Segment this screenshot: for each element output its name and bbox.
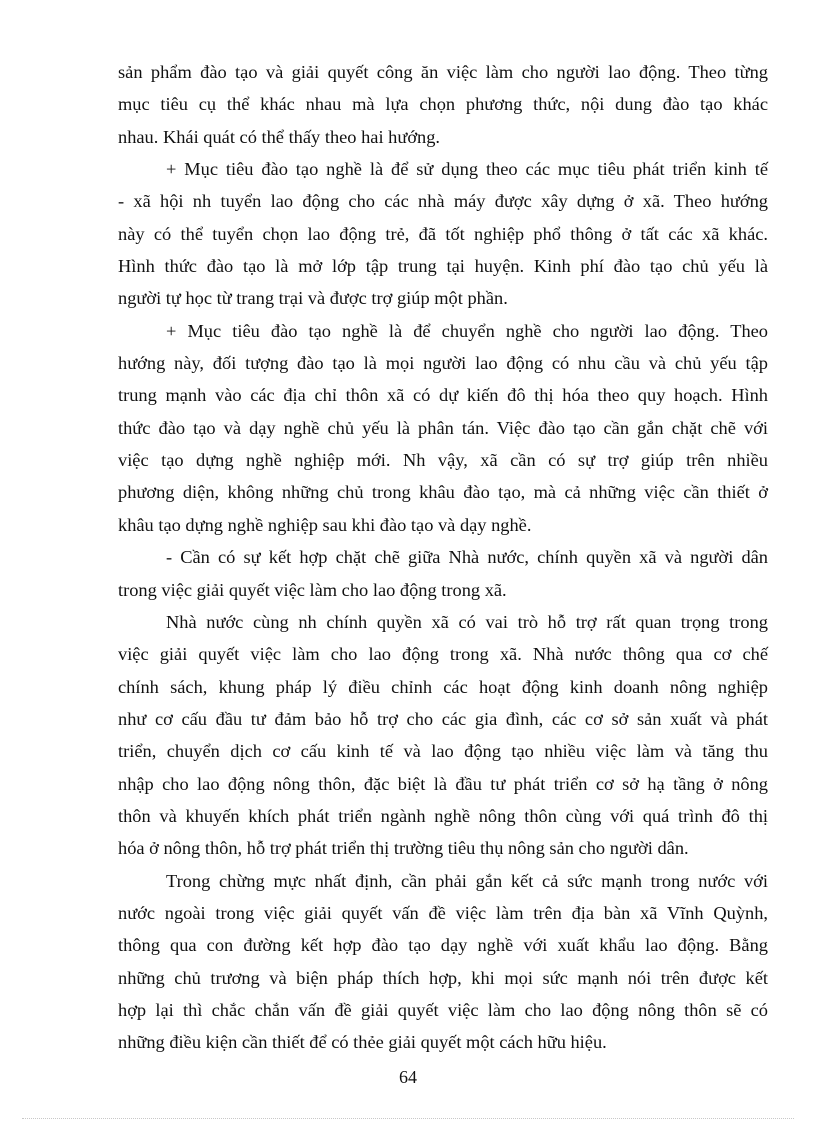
text-line: người tự học từ trang trại và được trợ giúp một phần. xyxy=(118,288,508,309)
text-line: Hình thức đào tạo là mở lớp tập trung tại huyện. Kinh phí đào tạo chủ yếu là xyxy=(118,256,768,277)
text-line: - Cần có sự kết hợp chặt chẽ giữa Nhà nước, chính quyền xã và người dân xyxy=(166,547,768,568)
text-line: sản phẩm đào tạo và giải quyết công ăn việc làm cho người lao động. Theo từng xyxy=(118,62,768,82)
text-line: khâu tạo dựng nghề nghiệp sau khi đào tạo và dạy nghề. xyxy=(118,514,532,535)
text-line: phương diện, không những chủ trong khâu đào tạo, mà cả những việc cần thiết ở xyxy=(118,482,768,503)
text-line: này có thể tuyển chọn lao động trẻ, đã tốt nghiệp phổ thông ở tất các xã khác. xyxy=(118,223,768,244)
text-line: trong việc giải quyết việc làm cho lao động trong xã. xyxy=(118,579,507,600)
text-line: như cơ cấu đầu tư đảm bảo hỗ trợ cho các gia đình, các cơ sở sản xuất và phát xyxy=(118,708,768,729)
text-line: nước ngoài trong việc giải quyết vấn đề việc làm trên địa bàn xã Vĩnh Quỳnh, xyxy=(118,902,768,923)
text-line: việc tạo dựng nghề nghiệp mới. Nh vậy, xã cần có sự trợ giúp trên nhiều xyxy=(118,450,768,471)
text-line: những điều kiện cần thiết để có thẻe giải quyết một cách hữu hiệu. xyxy=(118,1032,607,1053)
text-line: nhập cho lao động nông thôn, đặc biệt là đầu tư phát triển cơ sở hạ tầng ở nông xyxy=(118,773,768,794)
text-line: trung mạnh vào các địa chỉ thôn xã có dự kiến đô thị hóa theo quy hoạch. Hình xyxy=(118,385,768,406)
text-line: triển, chuyển dịch cơ cấu kinh tế và lao động tạo nhiều việc làm và tăng thu xyxy=(118,741,768,762)
text-line: chính sách, khung pháp lý điều chỉnh các hoạt động kinh doanh nông nghiệp xyxy=(118,676,768,697)
text-line: thôn và khuyến khích phát triển ngành nghề nông thôn cùng với quá trình đô thị xyxy=(118,805,768,826)
text-line: hướng này, đối tượng đào tạo là mọi người lao động có nhu cầu và chủ yếu tập xyxy=(118,353,768,374)
text-line: việc giải quyết việc làm cho lao động trong xã. Nhà nước thông qua cơ chế xyxy=(118,644,768,665)
text-line: thông qua con đường kết hợp đào tạo dạy nghề với xuất khẩu lao động. Bằng xyxy=(118,935,768,956)
body-text xyxy=(118,56,768,1059)
text-line: - xã hội nh tuyển lao động cho các nhà máy được xây dựng ở xã. Theo hướng xyxy=(118,191,768,212)
text-line: hợp lại thì chắc chắn vấn đề giải quyết việc làm cho lao động nông thôn sẽ có xyxy=(118,999,768,1020)
text-line: thức đào tạo và dạy nghề chủ yếu là phân tán. Việc đào tạo cần gắn chặt chẽ với xyxy=(118,417,768,438)
text-line: + Mục tiêu đào tạo nghề là để sử dụng theo các mục tiêu phát triển kinh tế xyxy=(166,159,768,180)
text-line: mục tiêu cụ thể khác nhau mà lựa chọn phương thức, nội dung đào tạo khác xyxy=(118,94,768,115)
text-line: những chủ trương và biện pháp thích hợp, khi mọi sức mạnh nói trên được kết xyxy=(118,967,768,988)
text-line: Trong chừng mực nhất định, cần phải gắn kết cả sức mạnh trong nước với xyxy=(166,870,768,891)
text-line: Nhà nước cùng nh chính quyền xã có vai trò hỗ trợ rất quan trọng trong xyxy=(166,611,768,632)
text-line: hóa ở nông thôn, hỗ trợ phát triển thị trường tiêu thụ nông sản cho người dân. xyxy=(118,838,689,859)
text-line: nhau. Khái quát có thể thấy theo hai hướng. xyxy=(118,126,441,147)
footer-divider xyxy=(22,1118,794,1119)
text-line: + Mục tiêu đào tạo nghề là để chuyển nghề cho người lao động. Theo xyxy=(166,320,768,341)
page-number: 64 xyxy=(399,1067,417,1087)
